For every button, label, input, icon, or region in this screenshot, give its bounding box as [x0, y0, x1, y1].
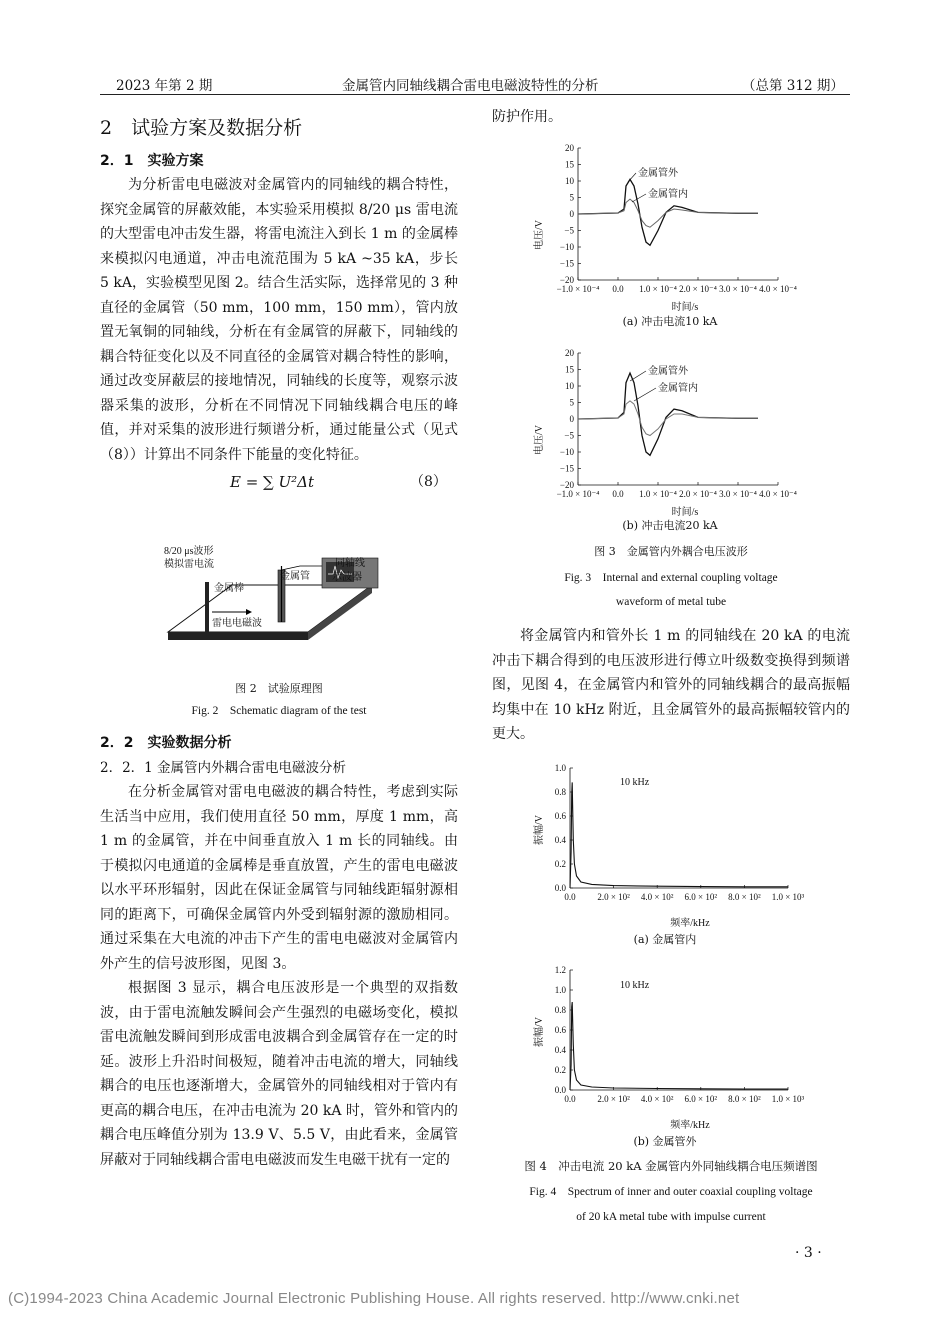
label-wave: 雷电电磁波	[212, 618, 262, 629]
label-waveform: 8/20 μs波形	[164, 546, 214, 557]
formula-number: （8）	[410, 474, 447, 490]
fig3a-xlabel: 时间/s	[671, 302, 699, 313]
fig3a-legend-inner-leader	[632, 194, 646, 202]
fig4-caption-en-2: of 20 kA metal tube with impulse current	[576, 1211, 766, 1223]
fig3b-ytick-label: −15	[559, 463, 574, 474]
fig4a-ytick-label: 0.6	[554, 811, 566, 821]
fig4b-subcaption: (b) 金属管外	[633, 1135, 697, 1148]
fig3b-xtick-label: 1.0 × 10⁻⁴	[639, 489, 677, 499]
fig4b-ytick-label: 0.8	[554, 1005, 566, 1015]
fig3a-xtick-label: −1.0 × 10⁻⁴	[556, 284, 600, 294]
fig3b-subcaption: (b) 冲击电流20 kA	[622, 519, 718, 532]
fig3a-xtick-label: 0.0	[612, 284, 624, 294]
fig3a-ylabel: 电压/V	[534, 220, 545, 250]
fig3a-xtick-label: 4.0 × 10⁻⁴	[759, 284, 797, 294]
metal-rod	[205, 582, 209, 632]
fig3b-ytick-label: 20	[565, 348, 574, 358]
fig4b-chart	[530, 962, 805, 1132]
fig3b-ylabel: 电压/V	[534, 425, 545, 455]
header-title: 金属管内同轴线耦合雷电电磁波特性的分析	[342, 78, 599, 94]
header-issue: 2023 年第 2 期	[116, 78, 213, 94]
fig2-caption-cn: 图 2 试验原理图	[235, 682, 323, 695]
fig3-caption-cn: 图 3 金属管内外耦合电压波形	[594, 545, 748, 558]
fig4a-xtick-label: 0.0	[564, 892, 576, 902]
fig3b-series-b	[578, 401, 758, 436]
fig3a-ytick-label: −5	[564, 225, 574, 236]
fig4a-chart	[530, 760, 805, 930]
left-column-lower	[100, 731, 458, 1172]
fig3a-ytick-label: 10	[565, 176, 574, 186]
fig4b-ytick-label: 1.0	[554, 985, 566, 995]
sub2-heading: 2．2 实验数据分析	[100, 735, 232, 751]
fig4b-xtick-label: 8.0 × 10²	[728, 1094, 761, 1104]
fig4-caption-cn: 图 4 冲击电流 20 kA 金属管内外同轴线耦合电压频谱图	[524, 1159, 818, 1173]
fig3a-xtick-label: 2.0 × 10⁻⁴	[679, 284, 717, 294]
para-1: 为分析雷电电磁波对金属管内的同轴线的耦合特性，探究金属管的屏蔽效能，本实验采用模拟 8/20 μs 雷电流的大型雷电冲击发生器，将雷电流注入到长 1 m 的金属棒来模拟闪电通道，冲击电流范围为 5 kA ~35 kA，步长 5 kA，实验模型见图 2。结合生活实际，选择常见的 3 种直径的金属管（50 mm，100 mm，150 mm），管内放置无氧铜的同轴线，分析在有金属管的屏蔽下，同轴线的耦合特征变化以及不同直径的金属管对耦合特性的影响，通过改变屏蔽层的接地情况，同轴线的长度等，观察示波器采集的波形，分析在不同情况下同轴线耦合电压的峰值，并对采集的波形进行频谱分析，通过能量公式（见式（8））计算出不同条件下能量的变化特征。	[100, 177, 458, 463]
fig3b-ytick-label: 0	[569, 414, 574, 424]
fig3b-ytick-label: −10	[559, 447, 574, 457]
fig4a-series-a	[570, 782, 788, 888]
fig3b-legend-outer-leader	[630, 371, 646, 381]
fig4-caption-en-1: Fig. 4 Spectrum of inner and outer coaxial coupling voltage	[529, 1186, 813, 1198]
fig4a-ytick-label: 0.4	[554, 835, 566, 845]
fig3a-chart	[520, 140, 820, 330]
fig4b-xtick-label: 1.0 × 10³	[771, 1094, 805, 1104]
header-total: （总第 312 期）	[742, 78, 844, 94]
para-3: 根据图 3 显示，耦合电压波形是一个典型的双指数波，由于雷电流触发瞬间会产生强烈的电磁场变化，模拟雷电流触发瞬间到形成雷电波耦合到金属管存在一定的时延。波形上升沿时间极短，随着冲击电流的增大，同轴线耦合的电压也逐渐增大，金属管外的同轴线相对于管内有更高的耦合电压，在冲击电流为 20 kA 时，管外和管内的耦合电压峰值分别为 13.9 V、5.5 V，由此看来，金属管屏蔽对于同轴线耦合雷电电磁波而发生电磁干扰有一定的	[100, 980, 458, 1168]
fig4a-xtick-label: 1.0 × 10³	[771, 892, 805, 902]
fig4b-xtick-label: 4.0 × 10²	[640, 1094, 674, 1104]
fig4b-xlabel: 频率/kHz	[670, 1120, 710, 1131]
fig3b-xtick-label: 0.0	[612, 489, 624, 499]
right-cont-text: 防护作用。	[492, 109, 562, 125]
fig3a-subcaption: (a) 冲击电流10 kA	[622, 315, 718, 328]
fig4a-xtick-label: 8.0 × 10²	[728, 892, 761, 902]
fig4a-xtick-label: 6.0 × 10²	[684, 892, 718, 902]
fig3a-ytick-label: 15	[565, 159, 574, 170]
fig3b-legend-inner: 金属管内	[658, 383, 698, 394]
label-lightning: 模拟雷电流	[164, 559, 214, 570]
fig3a-ytick-label: −10	[559, 242, 574, 252]
section-heading: 2 试验方案及数据分析	[100, 117, 303, 139]
fig4a-ytick-label: 0.0	[554, 883, 566, 893]
fig2-schematic	[150, 540, 390, 675]
fig4b-ytick-label: 0.2	[554, 1065, 566, 1075]
fig4a-ytick-label: 0.2	[554, 859, 566, 869]
fig4b-ytick-label: 1.2	[554, 965, 566, 975]
fig3a-legend-outer: 金属管外	[638, 168, 678, 179]
fig3a-ytick-label: 20	[565, 143, 574, 153]
fig3-caption-en-1: Fig. 3 Internal and external coupling voltage	[564, 572, 778, 584]
fig4a-xtick-label: 4.0 × 10²	[640, 892, 674, 902]
fig3b-xtick-label: −1.0 × 10⁻⁴	[556, 489, 600, 499]
label-scope: 示波器	[332, 572, 362, 583]
right-para	[492, 624, 850, 747]
ground-side	[308, 585, 372, 640]
fig3a-xtick-label: 1.0 × 10⁻⁴	[639, 284, 677, 294]
para-2: 在分析金属管对雷电电磁波的耦合特性，考虑到实际生活当中应用，我们使用直径 50 mm，厚度 1 mm，高 1 m 的金属管，并在中间垂直放入 1 m 长的同轴线。由于模拟闪电通道的金属棒是垂直放置，产生的雷电电磁波以水平环形辐射，因此在保证金属管与同轴线距辐射源相同的距离下，可确保金属管内外受到辐射源的激励相同。通过采集在大电流的冲击下产生的雷电电磁波对金属管内外产生的信号波形图，见图 3。	[100, 784, 458, 972]
fig4a-xtick-label: 2.0 × 10²	[597, 892, 630, 902]
fig3a-ytick-label: −15	[559, 258, 574, 269]
fig4a-peak-label: 10 kHz	[620, 777, 650, 788]
label-rod: 金属棒	[214, 583, 244, 594]
fig4a-xlabel: 频率/kHz	[670, 918, 710, 929]
fig4b-xtick-label: 2.0 × 10²	[597, 1094, 630, 1104]
footer-copyright: (C)1994-2023 China Academic Journal Electronic Publishing House. All rights reserved. http://www.cnki.net	[8, 1290, 740, 1307]
fig2-caption-en: Fig. 2 Schematic diagram of the test	[191, 705, 367, 717]
fig3b-legend-inner-leader	[634, 388, 656, 401]
fig4a-ytick-label: 0.8	[554, 787, 566, 797]
fig4b-xtick-label: 0.0	[564, 1094, 576, 1104]
fig4b-ytick-label: 0.6	[554, 1025, 566, 1035]
fig3b-ytick-label: 15	[565, 364, 574, 375]
fig4b-ylabel: 振幅/V	[534, 1017, 545, 1047]
fig3a-series-b	[578, 199, 758, 227]
wave-arrow-head	[246, 609, 252, 615]
formula: E = ∑ U²Δt	[230, 473, 315, 491]
fig3b-ytick-label: −5	[564, 430, 574, 441]
fig3a-legend-inner: 金属管内	[648, 189, 688, 200]
fig3b-ytick-label: −20	[559, 480, 574, 490]
header-rule	[100, 94, 850, 95]
page-number: · 3 ·	[795, 1245, 822, 1261]
fig4a-subcaption: (a) 金属管内	[633, 933, 697, 946]
coax-wire	[282, 566, 329, 570]
fig3b-legend-outer: 金属管外	[648, 366, 688, 377]
fig4a-ylabel: 振幅/V	[534, 815, 545, 845]
fig3b-chart	[520, 345, 820, 535]
fig4b-ytick-label: 0.4	[554, 1045, 566, 1055]
fig3a-xtick-label: 3.0 × 10⁻⁴	[719, 284, 757, 294]
para-4: 将金属管内和管外长 1 m 的同轴线在 20 kA 的电流冲击下耦合得到的电压波形进行傅立叶级数变换得到频谱图，见图 4，在金属管内和管外的同轴线耦合的最高振幅均集中在 10 kHz 附近，且金属管外的最高振幅较管内的更大。	[492, 628, 850, 742]
fig4b-ytick-label: 0.0	[554, 1085, 566, 1095]
fig3-caption-en-2: waveform of metal tube	[615, 596, 727, 608]
fig4b-series-a	[570, 1002, 788, 1090]
fig4b-peak-label: 10 kHz	[620, 980, 650, 991]
formula-row	[100, 467, 458, 497]
fig4b-xtick-label: 6.0 × 10²	[684, 1094, 718, 1104]
fig3b-xtick-label: 3.0 × 10⁻⁴	[719, 489, 757, 499]
fig3a-ytick-label: 5	[569, 192, 574, 203]
label-coax: 同轴线	[335, 558, 365, 569]
left-column	[100, 116, 458, 497]
fig3a-legend-outer-leader	[628, 173, 636, 182]
fig3b-xtick-label: 4.0 × 10⁻⁴	[759, 489, 797, 499]
fig4a-ytick-label: 1.0	[554, 763, 566, 773]
ground-edge	[168, 632, 308, 640]
sub1-heading: 2．1 实验方案	[100, 152, 204, 169]
sub3-heading: 2．2．1 金属管内外耦合雷电电磁波分析	[100, 759, 347, 776]
fig3a-ytick-label: 0	[569, 209, 574, 219]
fig3b-xtick-label: 2.0 × 10⁻⁴	[679, 489, 717, 499]
fig3b-ytick-label: 5	[569, 397, 574, 408]
fig3b-xlabel: 时间/s	[671, 507, 699, 518]
label-tube: 金属管	[280, 571, 310, 582]
fig3a-ytick-label: −20	[559, 275, 574, 285]
fig3b-ytick-label: 10	[565, 381, 574, 391]
